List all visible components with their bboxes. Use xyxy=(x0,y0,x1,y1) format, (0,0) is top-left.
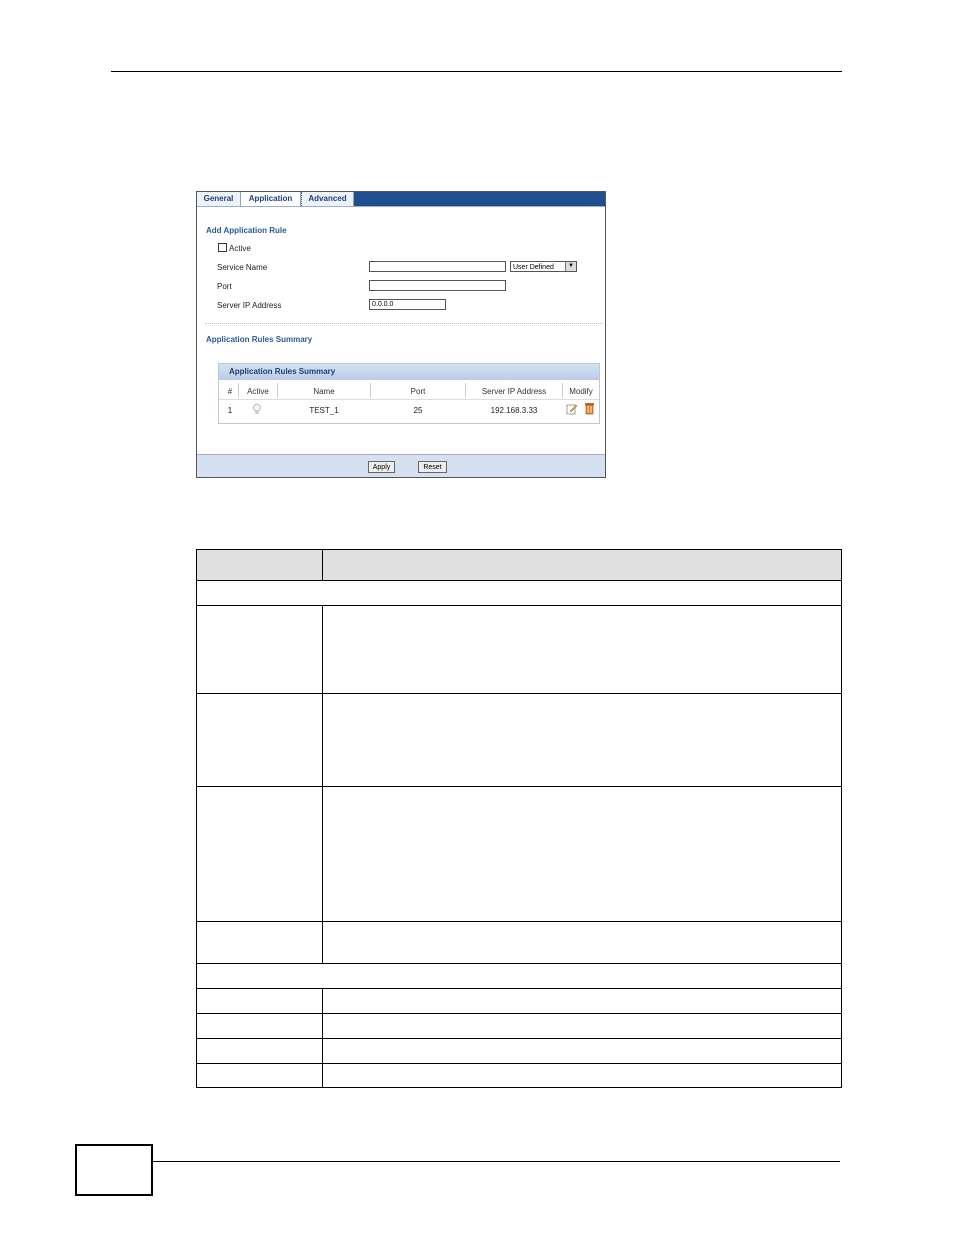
footer-rule xyxy=(152,1161,840,1162)
table-label-cell xyxy=(197,606,323,694)
table-description-cell xyxy=(323,694,842,787)
col-header-name: Name xyxy=(313,387,335,396)
table-row xyxy=(197,606,842,694)
table-section-row xyxy=(197,964,842,989)
table-row xyxy=(197,694,842,787)
service-name-label: Service Name xyxy=(217,263,268,272)
section-divider xyxy=(205,323,603,324)
edit-icon[interactable] xyxy=(566,402,578,420)
service-type-selected: User Defined xyxy=(513,264,554,271)
table-label-cell xyxy=(197,1039,323,1064)
service-type-select[interactable] xyxy=(510,261,577,272)
tab-underline xyxy=(197,206,605,207)
reset-button[interactable]: Reset xyxy=(418,461,447,473)
header-row-line xyxy=(219,399,599,400)
summary-section-title: Application Rules Summary xyxy=(206,335,313,344)
table-description-cell xyxy=(323,922,842,964)
table-row xyxy=(197,1064,842,1088)
page-number-box xyxy=(75,1144,153,1196)
table-description-cell xyxy=(323,1039,842,1064)
table-description-cell xyxy=(323,787,842,922)
field-description-table xyxy=(196,549,842,1088)
table-header-row xyxy=(197,550,842,581)
table-row xyxy=(197,922,842,964)
row-port: 25 xyxy=(413,406,423,415)
tab-application[interactable]: Application xyxy=(241,192,301,206)
table-row xyxy=(197,1039,842,1064)
table-label-cell xyxy=(197,989,323,1014)
active-label: Active xyxy=(229,244,251,253)
col-header-modify: Modify xyxy=(569,387,593,396)
chevron-down-icon: ▼ xyxy=(565,262,576,271)
col-header-active: Active xyxy=(247,387,269,396)
apply-button[interactable]: Apply xyxy=(368,461,395,473)
table-description-cell xyxy=(323,1064,842,1088)
table-row xyxy=(197,989,842,1014)
application-rules-screenshot xyxy=(196,191,606,478)
col-header-port: Port xyxy=(410,387,426,396)
table-label-cell xyxy=(197,694,323,787)
table-row xyxy=(197,787,842,922)
table-header-label-cell xyxy=(197,550,323,581)
lightbulb-icon xyxy=(252,403,262,421)
rules-summary-table xyxy=(218,363,600,424)
row-index: 1 xyxy=(227,406,233,415)
port-input[interactable] xyxy=(369,280,506,291)
rules-summary-table-title: Application Rules Summary xyxy=(229,367,336,376)
active-checkbox[interactable] xyxy=(218,243,227,252)
table-description-cell xyxy=(323,606,842,694)
row-name: TEST_1 xyxy=(309,406,339,415)
table-header-description-cell xyxy=(323,550,842,581)
col-header-index: # xyxy=(227,387,233,396)
table-section-cell xyxy=(197,964,842,989)
table-description-cell xyxy=(323,1014,842,1039)
header-rule xyxy=(111,71,842,72)
service-name-input[interactable] xyxy=(369,261,506,272)
table-label-cell xyxy=(197,787,323,922)
table-label-cell xyxy=(197,1014,323,1039)
server-ip-label: Server IP Address xyxy=(217,301,282,310)
tab-advanced[interactable]: Advanced xyxy=(301,192,354,206)
add-rule-title: Add Application Rule xyxy=(206,226,287,235)
table-section-cell xyxy=(197,581,842,606)
port-label: Port xyxy=(217,282,232,291)
row-server-ip: 192.168.3.33 xyxy=(490,406,538,415)
button-bar xyxy=(197,454,605,478)
table-description-cell xyxy=(323,989,842,1014)
table-label-cell xyxy=(197,922,323,964)
table-label-cell xyxy=(197,1064,323,1088)
trash-icon[interactable] xyxy=(584,402,595,420)
tab-general[interactable]: General xyxy=(197,192,241,206)
table-section-row xyxy=(197,581,842,606)
server-ip-input[interactable]: 0.0.0.0 xyxy=(369,299,446,310)
table-row xyxy=(197,1014,842,1039)
col-header-server-ip: Server IP Address xyxy=(481,387,547,396)
